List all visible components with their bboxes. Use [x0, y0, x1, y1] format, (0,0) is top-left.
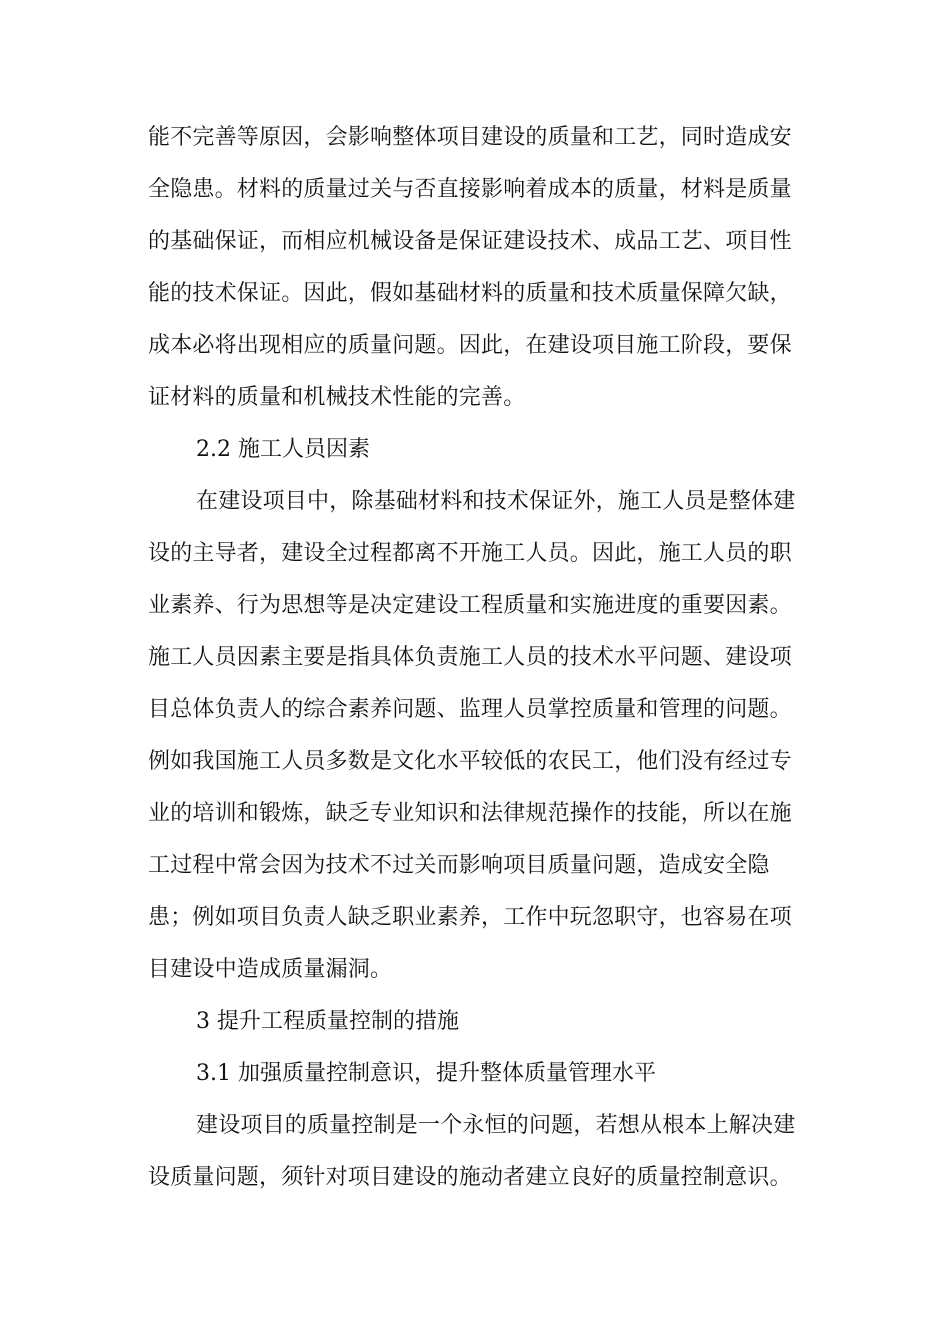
paragraph-line: 业的培训和锻炼，缺乏专业知识和法律规范操作的技能，所以在施 — [148, 801, 792, 826]
paragraph-first-line: 建设项目的质量控制是一个永恒的问题，若想从根本上解决建 — [196, 1113, 796, 1138]
paragraph-first-line: 在建设项目中，除基础材料和技术保证外，施工人员是整体建 — [196, 489, 796, 514]
paragraph-line: 工过程中常会因为技术不过关而影响项目质量问题，造成安全隐 — [148, 853, 770, 878]
paragraph-line: 业素养、行为思想等是决定建设工程质量和实施进度的重要因素。 — [148, 593, 792, 618]
paragraph-line: 证材料的质量和机械技术性能的完善。 — [148, 385, 526, 410]
section-heading-3-1: 3.1 加强质量控制意识，提升整体质量管理水平 — [196, 1061, 656, 1086]
paragraph-line: 例如我国施工人员多数是文化水平较低的农民工，他们没有经过专 — [148, 749, 792, 774]
paragraph-line: 的基础保证，而相应机械设备是保证建设技术、成品工艺、项目性 — [148, 229, 792, 254]
paragraph-line: 成本必将出现相应的质量问题。因此，在建设项目施工阶段，要保 — [148, 333, 792, 358]
paragraph-line: 能的技术保证。因此，假如基础材料的质量和技术质量保障欠缺， — [148, 281, 792, 306]
paragraph-line: 施工人员因素主要是指具体负责施工人员的技术水平问题、建设项 — [148, 645, 792, 670]
paragraph-line: 目总体负责人的综合素养问题、监理人员掌控质量和管理的问题。 — [148, 697, 792, 722]
paragraph-line: 设质量问题，须针对项目建设的施动者建立良好的质量控制意识。 — [148, 1165, 792, 1190]
paragraph-line: 全隐患。材料的质量过关与否直接影响着成本的质量，材料是质量 — [148, 177, 792, 202]
paragraph-line: 目建设中造成质量漏洞。 — [148, 957, 393, 982]
paragraph-line: 能不完善等原因，会影响整体项目建设的质量和工艺，同时造成安 — [148, 125, 792, 150]
paragraph-line: 设的主导者，建设全过程都离不开施工人员。因此，施工人员的职 — [148, 541, 792, 566]
section-heading-3: 3 提升工程质量控制的措施 — [196, 1009, 459, 1034]
section-heading-2-2: 2.2 施工人员因素 — [196, 437, 370, 462]
paragraph-line: 患；例如项目负责人缺乏职业素养，工作中玩忽职守，也容易在项 — [148, 905, 792, 930]
